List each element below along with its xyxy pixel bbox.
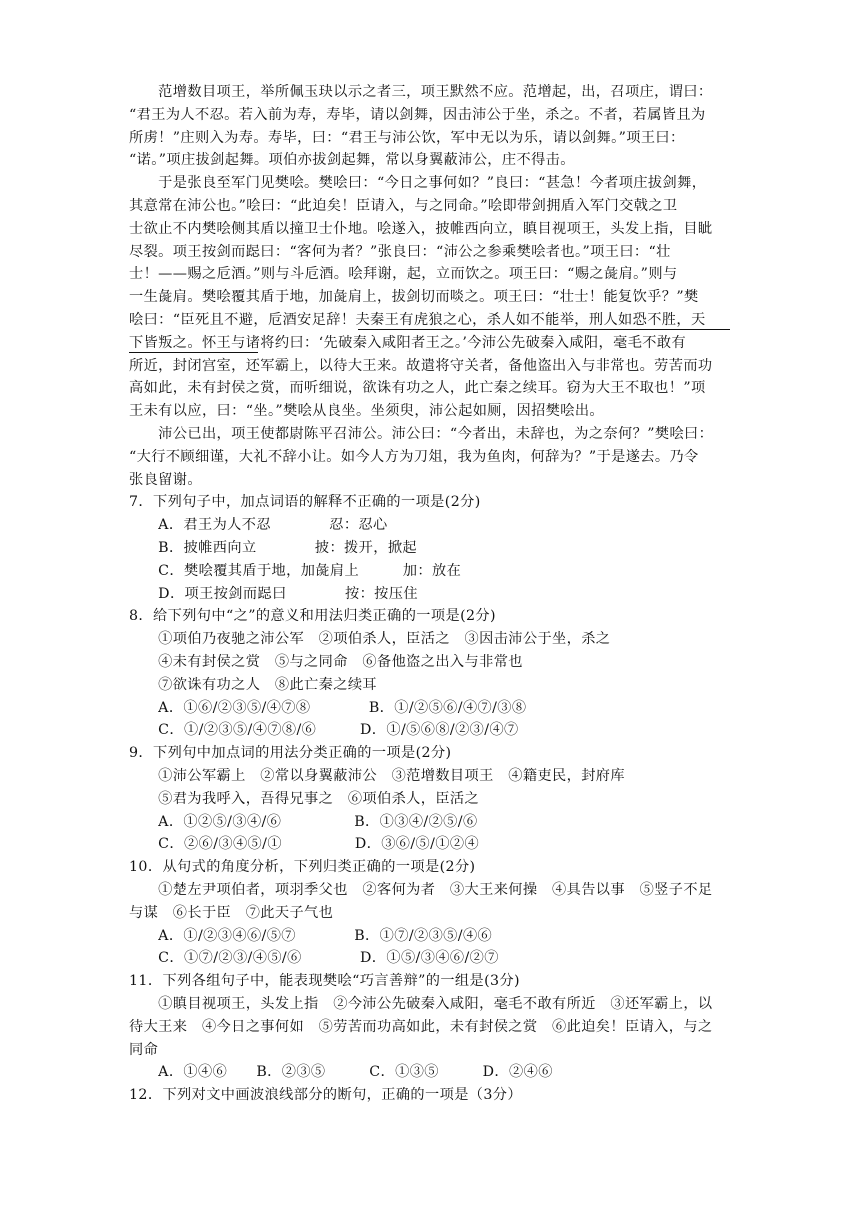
question-line: D．项王按剑而跽曰 按：按压住 xyxy=(129,585,418,602)
passage-line: 士！——赐之卮酒。”则与斗卮酒。哙拜谢，起，立而饮之。项王曰：“赐之彘肩。”则与 xyxy=(129,266,678,283)
question-stem: 7．下列句子中，加点词语的解释不正确的一项是(2分) xyxy=(129,494,481,511)
question-line: B．披帷西向立 披：拨开，掀起 xyxy=(129,540,417,556)
passage-underline xyxy=(358,329,730,330)
question-line: ①楚左尹项伯者，项羽季父也 ②客何为者 ③大王来何操 ④具告以事 ⑤竖子不足 xyxy=(129,882,713,898)
question-stem: 8．给下列句中“之”的意义和用法归类正确的一项是(2分) xyxy=(129,608,496,625)
question-line: ①瞋目视项王，头发上指 ②今沛公先破秦入咸阳，毫毛不敢有所近 ③还军霸上，以 xyxy=(129,996,713,1012)
question-line: C．樊哙覆其盾于地，加彘肩上 加：放在 xyxy=(129,562,462,579)
passage-line: 哙曰：“臣死且不避，卮酒安足辞！夫秦王有虎狼之心，杀人如不能举，刑人如恐不胜，天 xyxy=(129,312,706,328)
question-stem: 10．从句式的角度分析，下列归类正确的一项是(2分) xyxy=(129,859,476,876)
question-line: ④未有封侯之赏 ⑤与之同命 ⑥备他盗之出入与非常也 xyxy=(129,654,523,670)
question-line: C．①⑦/②③/④⑤/⑥ D．①⑤/③④⑥/②⑦ xyxy=(129,950,499,967)
passage-line: 其意常在沛公也。”哙曰：“此迫矣！臣请入，与之同命。”哙即带剑拥盾入军门交戟之卫 xyxy=(129,198,678,214)
question-line: A．①②⑤/③④/⑥ B．①③④/②⑤/⑥ xyxy=(129,813,478,830)
passage-line: 范增数目项王，举所佩玉玦以示之者三，项王默然不应。范增起，出，召项庄，谓曰： xyxy=(129,84,713,100)
question-line: ①项伯乃夜驰之沛公军 ②项伯杀人，臣活之 ③因击沛公于坐，杀之 xyxy=(129,631,611,648)
passage-line: 张良留谢。 xyxy=(129,471,202,488)
passage-line: 士欲止不内樊哙侧其盾以撞卫士仆地。哙遂入，披帷西向立，瞋目视项王，头发上指，目眦 xyxy=(129,220,713,237)
passage-line: 所虏！”庄则入为寿。寿毕，曰：“君王与沛公饮，军中无以为乐，请以剑舞。”项王曰： xyxy=(129,129,685,146)
question-line: C．①/②③⑤/④⑦⑧/⑥ D．①/⑤⑥⑧/②③/④⑦ xyxy=(129,722,519,739)
question-line: 同命 xyxy=(129,1041,159,1058)
question-line: 待大王来 ④今日之事何如 ⑤劳苦而功高如此，未有封侯之赏 ⑥此迫矣！臣请入，与之 xyxy=(129,1018,713,1035)
passage-line: “诺。”项庄拔剑起舞。项伯亦拔剑起舞，常以身翼蔽沛公，庄不得击。 xyxy=(129,152,575,169)
passage-line: “君王为人不忍。若入前为寿，寿毕，请以剑舞，因击沛公于坐，杀之。不者，若属皆且为 xyxy=(129,106,706,123)
question-line: A．①/②③④⑥/⑤⑦ B．①⑦/②③⑤/④⑥ xyxy=(129,927,493,944)
question-line: C．②⑥/③④⑤/① D．③⑥/⑤/①②④ xyxy=(129,836,480,853)
question-line: ⑤君为我呼入，吾得兄事之 ⑥项伯杀人，臣活之 xyxy=(129,790,480,807)
passage-line: “大行不顾细谨，大礼不辞小让。如今人方为刀俎，我为鱼肉，何辞为？”于是遂去。乃令 xyxy=(129,448,699,465)
passage-underline xyxy=(129,352,258,353)
question-stem: 9．下列句中加点词的用法分类正确的一项是(2分) xyxy=(129,745,452,762)
question-line: 与谋 ⑥长于臣 ⑦此天子气也 xyxy=(129,904,334,921)
passage-line: 于是张良至军门见樊哙。樊哙曰：“今日之事何如？”良曰：“甚急！今者项庄拔剑舞， xyxy=(129,175,707,192)
passage-line: 一生彘肩。樊哙覆其盾于地，加彘肩上，拔剑切而啖之。项王曰：“壮士！能复饮乎？”樊 xyxy=(129,289,699,306)
question-line: ⑦欲诛有功之人 ⑧此亡秦之续耳 xyxy=(129,676,377,693)
passage-line: 高如此，未有封侯之赏，而听细说，欲诛有功之人，此亡秦之续耳。窃为大王不取也！”项 xyxy=(129,380,706,397)
passage-line: 王未有以应，曰：“坐。”樊哙从良坐。坐须臾，沛公起如厕，因招樊哙出。 xyxy=(129,403,605,420)
question-line: A．①④⑥ B．②③⑤ C．①③⑤ D．②④⑥ xyxy=(129,1064,553,1081)
passage-line: 沛公已出，项王使都尉陈平召沛公。沛公曰：“今者出，未辞也，为之奈何？”樊哙曰： xyxy=(129,426,714,442)
passage-line: 下皆叛之。怀王与诸将约曰：‘先破秦入咸阳者王之。’今沛公先破秦入咸阳，毫毛不敢有 xyxy=(129,334,687,351)
passage-line: 所近，封闭宫室，还军霸上，以待大王来。故遣将守关者，备他盗出入与非常也。劳苦而功 xyxy=(129,357,713,374)
question-line: A．①⑥/②③⑤/④⑦⑧ B．①/②⑤⑥/④⑦/③⑧ xyxy=(129,699,527,716)
question-line: ①沛公军霸上 ②常以身翼蔽沛公 ③范增数目项王 ④籍吏民，封府库 xyxy=(129,768,625,784)
question-stem: 11．下列各组句子中，能表现樊哙“巧言善辩”的一组是(3分) xyxy=(129,973,520,990)
question-stem: 12．下列对文中画波浪线部分的断句，正确的一项是（3分） xyxy=(129,1087,522,1104)
passage-line: 尽裂。项王按剑而跽曰：“客何为者？”张良曰：“沛公之参乘樊哙者也。”项王曰：“壮 xyxy=(129,243,671,260)
question-line: A．君王为人不忍 忍：忍心 xyxy=(129,517,388,534)
